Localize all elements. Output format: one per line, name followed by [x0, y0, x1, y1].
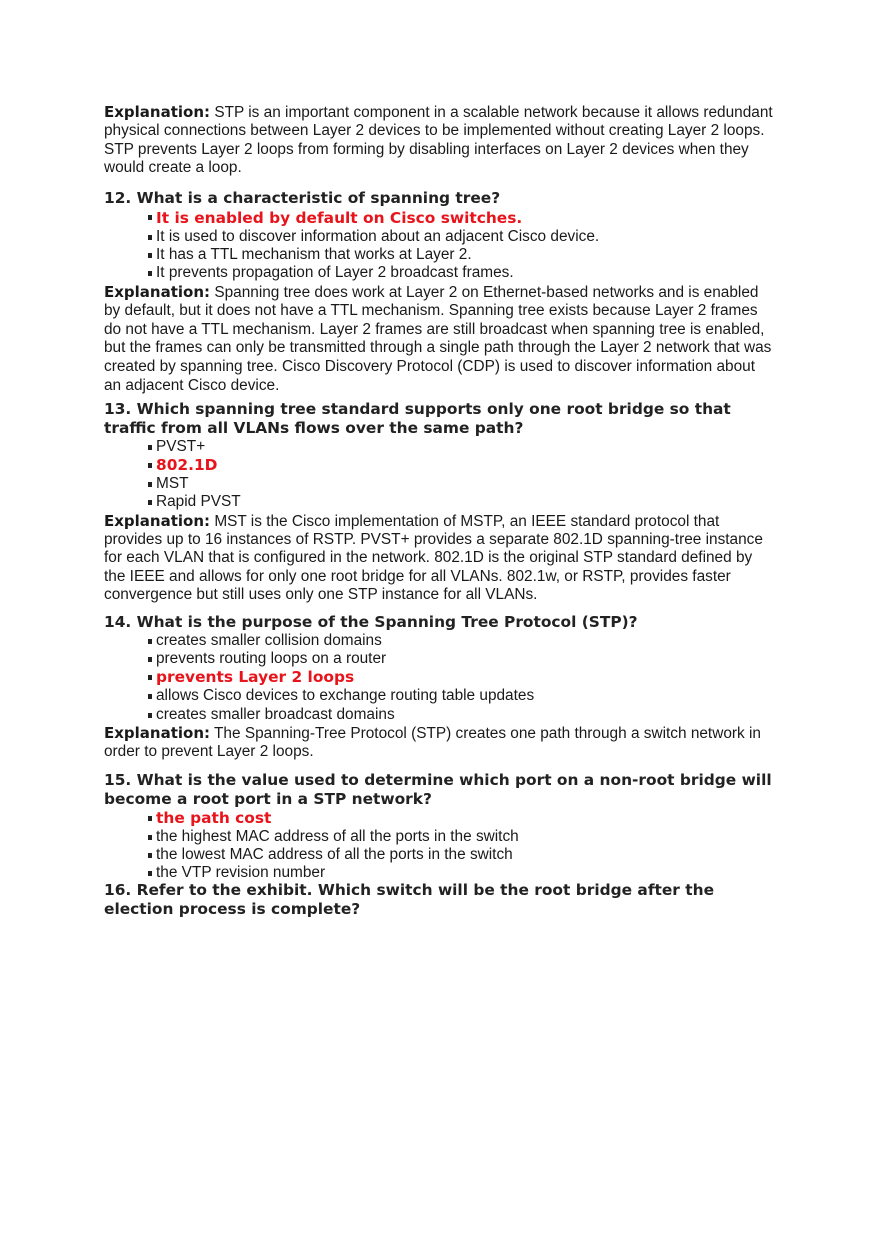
explanation-label: Explanation:	[104, 511, 211, 530]
question-16	[104, 881, 776, 919]
question-text: 15. What is the value used to determine which port on a non-root bridge will become a root port in a STP network?	[104, 771, 772, 808]
explanation-label: Explanation:	[104, 723, 211, 742]
question-text: 14. What is the purpose of the Spanning Tree Protocol (STP)?	[104, 613, 638, 631]
options-list	[104, 632, 776, 724]
option-correct: the path cost	[148, 809, 776, 828]
explanation-label: Explanation:	[104, 103, 211, 121]
explanation-text: MST is the Cisco implementation of MSTP, an IEEE standard protocol that provides up to 16 instances of RSTP. PVST+ provides a separate 802.1D spanning-tree instance for each VLAN that is configured in the network. 802.1D is the original STP standard defined by the IEEE and allows for only one root bridge for all VLANs. 802.1w, or RSTP, provides faster convergence but still uses only one STP instance for all VLANs.	[104, 512, 763, 603]
option: It prevents propagation of Layer 2 broadcast frames.	[148, 264, 776, 282]
option: prevents routing loops on a router	[148, 650, 776, 668]
option: It has a TTL mechanism that works at Layer 2.	[148, 246, 776, 264]
question-text: 12. What is a characteristic of spanning tree?	[104, 189, 501, 207]
option: the lowest MAC address of all the ports in the switch	[148, 846, 776, 864]
option-correct: prevents Layer 2 loops	[148, 668, 776, 687]
question-14	[104, 613, 776, 761]
option: It is used to discover information about an adjacent Cisco device.	[148, 228, 776, 246]
explanation-label: Explanation:	[104, 282, 211, 301]
option: allows Cisco devices to exchange routing table updates	[148, 687, 776, 705]
question-13	[104, 400, 776, 604]
intro-explanation	[104, 103, 776, 177]
options-list	[104, 438, 776, 512]
option-correct: It is enabled by default on Cisco switches.	[148, 208, 776, 228]
question-text: 16. Refer to the exhibit. Which switch will be the root bridge after the election process is complete?	[104, 881, 715, 918]
explanation-text: The Spanning-Tree Protocol (STP) creates one path through a switch network in order to prevent Layer 2 loops.	[104, 724, 761, 761]
option-correct: 802.1D	[148, 456, 776, 475]
option: Rapid PVST	[148, 493, 776, 511]
question-12	[104, 189, 776, 395]
option: the VTP revision number	[148, 864, 776, 882]
option: MST	[148, 475, 776, 493]
explanation-text: STP is an important component in a scalable network because it allows redundant physical connections between Layer 2 devices to be implemented without creating Layer 2 loops. STP prevents Layer 2 loops from forming by disabling interfaces on Layer 2 devices when they would create a loop.	[104, 104, 773, 176]
question-text: 13. Which spanning tree standard supports only one root bridge so that traffic from all VLANs flows over the same path?	[104, 400, 731, 437]
option: the highest MAC address of all the ports in the switch	[148, 828, 776, 846]
option: creates smaller broadcast domains	[148, 706, 776, 724]
question-15	[104, 771, 776, 883]
options-list	[104, 809, 776, 883]
options-list	[104, 208, 776, 283]
option: creates smaller collision domains	[148, 632, 776, 650]
explanation-text: Spanning tree does work at Layer 2 on Ethernet-based networks and is enabled by default, but it does not have a TTL mechanism. Spanning tree exists because Layer 2 frames do not have a TTL mechanism. Layer 2 frames are still broadcast when spanning tree is enabled, but the frames can only be transmitted through a single path through the Layer 2 network that was created by spanning tree. Cisco Discovery Protocol (CDP) is used to discover information about an adjacent Cisco device.	[104, 283, 772, 394]
option: PVST+	[148, 438, 776, 456]
